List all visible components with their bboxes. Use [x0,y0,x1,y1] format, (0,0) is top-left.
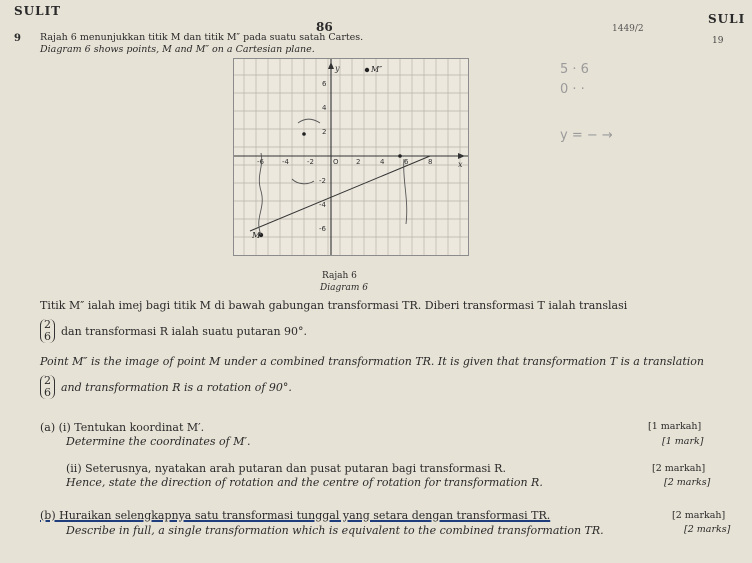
point-mark [398,154,402,158]
question-b-english: Describe in full, a single transformation which is equivalent to the combined transformation TR. [66,524,604,537]
x-axis-arrow [458,153,465,159]
cartesian-diagram [233,58,469,256]
header-left: SULIT [14,4,62,18]
question-a-ii: (ii) Seterusnya, nyatakan arah putaran dan pusat putaran bagi transformasi R. [66,462,506,475]
marks-label: [1 markah] [648,421,702,432]
marks-label: [1 mark] [662,436,704,447]
y-axis-label: y [335,64,340,73]
y-axis-arrow [328,62,334,69]
point-m-label: M [252,231,261,240]
x-axis-label: x [458,160,463,169]
y-tick-label: -4 [319,201,326,209]
pencil-working-curve [298,119,320,123]
question-number: 9 [14,33,21,44]
vector-text-malay: dan transformasi R ialah suatu putaran 90°. [61,324,308,338]
vector-bottom: 6 [44,330,51,343]
vector-top: 2 [44,374,51,387]
marks-label: [2 marks] [684,524,731,535]
paragraph-malay: Titik M″ ialah imej bagi titik M di bawah gabungan transformasi TR. Diberi transformasi T ialah translasi [40,299,628,312]
point-m-double-prime [365,68,369,72]
note-line: 5 · 6 [560,62,589,77]
question-b: (b) Huraikan selengkapnya satu transformasi tunggal yang setara dengan transformasi TR. [40,509,551,522]
translation-vector [40,319,55,343]
diagram-caption-malay: Rajah 6 [322,271,357,281]
handwritten-notes [560,60,613,146]
y-tick-label: 6 [322,80,327,88]
vector-text-english: and transformation R is a rotation of 90°. [61,380,292,394]
x-tick-label: -2 [307,158,314,166]
marks-label: [2 markah] [672,510,726,521]
x-tick-label: 2 [356,158,361,166]
y-tick-label: -6 [319,225,326,233]
vector-top: 2 [44,318,51,331]
pencil-working-curve [404,159,407,224]
marks-label: [2 marks] [664,477,711,488]
translation-row-english [40,375,292,399]
page-number: 86 [316,20,333,34]
y-tick-label: 2 [322,128,327,136]
y-tick-label: 4 [322,104,327,112]
translation-row-malay [40,319,307,343]
question-a-i: (a) (i) Tentukan koordinat M′. [40,421,205,434]
translation-vector [40,375,55,399]
cartesian-plane [234,59,468,255]
x-tick-label: O [333,158,339,166]
paragraph-english: Point M″ is the image of point M under a combined transformation TR. It is given that transformation T is a translation [40,355,704,368]
x-tick-label: 4 [380,158,385,166]
note-line: y = − → [560,128,613,143]
note-line: 0 · · [560,82,585,97]
paper-code: 1449/2 [612,24,644,34]
x-tick-label: 6 [404,158,409,166]
point-mark [302,132,306,136]
question-a-i-english: Determine the coordinates of M′. [66,435,251,448]
x-tick-label: 8 [428,158,433,166]
header-right-sub: 19 [712,36,724,46]
question-a-ii-english: Hence, state the direction of rotation and the centre of rotation for transformation R. [66,476,543,489]
grid-lines [234,59,468,255]
header-right: SULI [708,12,746,26]
intro-malay: Rajah 6 menunjukkan titik M dan titik M″ pada suatu satah Cartes. [40,32,364,43]
point-m-double-prime-label: M″ [371,65,383,74]
x-tick-label: -6 [257,158,264,166]
x-tick-label: -4 [282,158,289,166]
vector-bottom: 6 [44,386,51,399]
marks-label: [2 markah] [652,463,706,474]
diagram-caption-english: Diagram 6 [320,283,369,293]
intro-english: Diagram 6 shows points, M and M″ on a Cartesian plane. [40,44,315,55]
y-tick-label: -2 [319,177,326,185]
